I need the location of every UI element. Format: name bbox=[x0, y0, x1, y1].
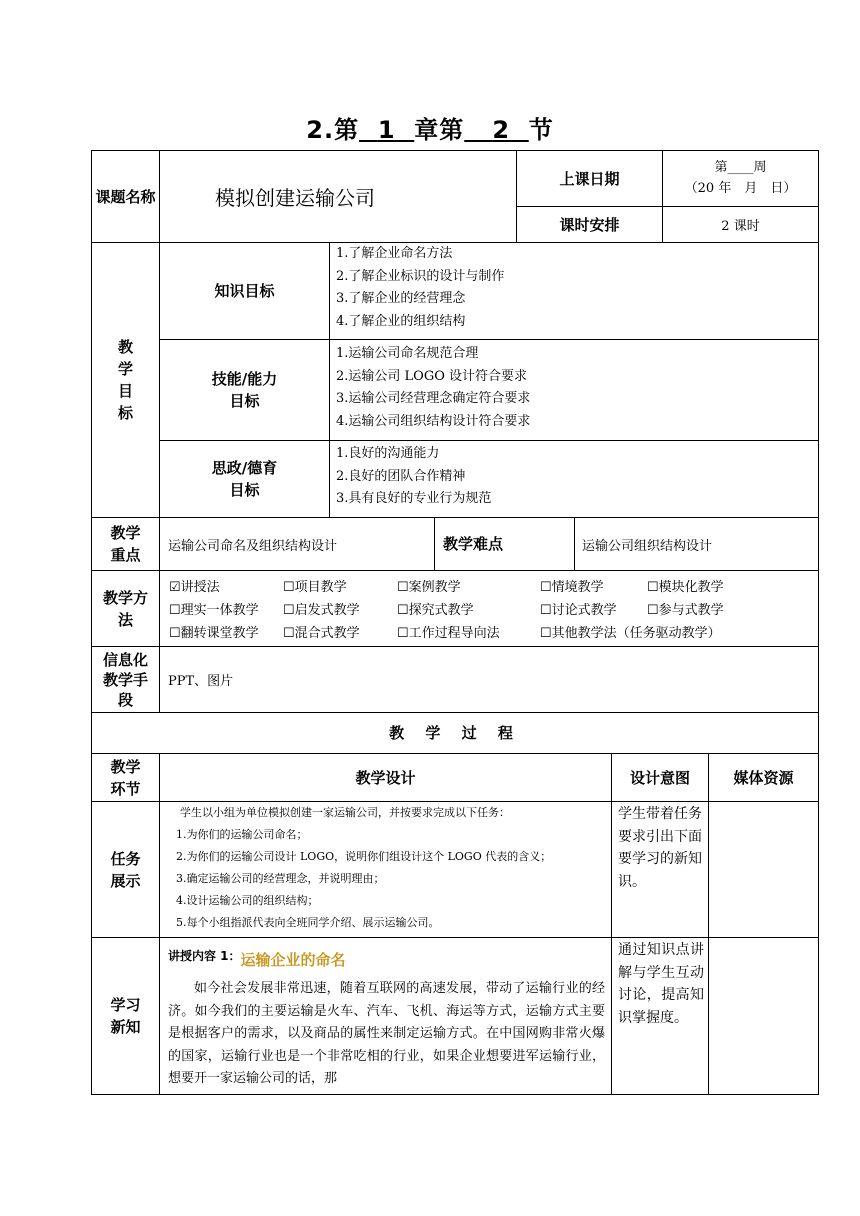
key-point-value: 运输公司命名及组织结构设计 bbox=[168, 538, 338, 554]
col-stage-header: 教学环节 bbox=[110, 757, 141, 798]
learn-intent: 通过知识点讲解与学生互动讨论，提高知识掌握度。 bbox=[618, 942, 704, 1026]
list-item: 3.了解企业的经营理念 bbox=[336, 291, 466, 306]
task-item: 4.设计运输公司的组织结构； bbox=[176, 894, 319, 907]
method-checkbox[interactable]: ☐其他教学法（任务驱动教学） bbox=[540, 626, 721, 641]
title-mid: 章第 bbox=[414, 116, 465, 144]
class-hours-label: 课时安排 bbox=[559, 215, 620, 234]
knowledge-goal-list bbox=[336, 243, 816, 339]
ideology-goal-list bbox=[336, 443, 816, 517]
task-item: 1.为你们的运输公司命名； bbox=[176, 828, 308, 841]
list-item: 4.运输公司组织结构设计符合要求 bbox=[336, 413, 531, 429]
task-design bbox=[176, 802, 609, 937]
method-checkbox[interactable]: ☑讲授法 bbox=[169, 580, 220, 595]
method-checkbox[interactable]: ☐工作过程导向法 bbox=[397, 626, 500, 641]
ideology-goal-label: 思政/德育 目标 bbox=[211, 459, 278, 499]
list-item: 2.良好的团队合作精神 bbox=[336, 468, 466, 484]
method-checkbox[interactable]: ☐项目教学 bbox=[283, 580, 347, 595]
date-line: （20 年 月 日） bbox=[684, 181, 797, 196]
lecture-title: 运输企业的命名 bbox=[240, 950, 346, 969]
method-checkbox[interactable]: ☐翻转课堂教学 bbox=[169, 626, 259, 641]
list-item: 3.运输公司经营理念确定符合要求 bbox=[336, 391, 531, 406]
skill-goal-label: 技能/能力 目标 bbox=[211, 370, 278, 410]
info-means-label: 信息化教学手段 bbox=[102, 650, 148, 709]
page-title bbox=[0, 110, 860, 145]
week-line: 第____周 bbox=[714, 160, 767, 175]
title-prefix: 2.第 bbox=[306, 116, 360, 144]
task-intro: 学生以小组为单位模拟创建一家运输公司，并按要求完成以下任务： bbox=[180, 806, 510, 819]
col-design-header: 教学设计 bbox=[355, 768, 416, 787]
list-item: 2.运输公司 LOGO 设计符合要求 bbox=[336, 368, 528, 384]
class-date-label: 上课日期 bbox=[559, 169, 620, 188]
task-item: 5.每个小组指派代表向全班同学介绍、展示运输公司。 bbox=[176, 916, 440, 929]
info-means-value: PPT、图片 bbox=[168, 674, 234, 689]
col-media-header: 媒体资源 bbox=[733, 768, 794, 787]
process-header: 教 学 过 程 bbox=[389, 724, 521, 742]
lecture-label: 讲授内容 1： bbox=[168, 948, 241, 963]
task-intent: 学生带着任务要求引出下面要学习的新知识。 bbox=[618, 806, 702, 890]
list-item: 1.运输公司命名规范合理 bbox=[336, 346, 479, 361]
method-checkbox[interactable]: ☐模块化教学 bbox=[647, 580, 724, 595]
task-item: 2.为你们的运输公司设计 LOGO，说明你们组设计这个 LOGO 代表的含义； bbox=[176, 850, 552, 863]
lecture-paragraph: 如今社会发展非常迅速，随着互联网的高速发展，带动了运输行业的经济。如今我们的主要运输是火车、汽车、飞机、海运等方式，运输方式主要是根据客户的需求，以及商品的属性来制定运输方式。在中国网购非常火爆的国家，运输行业也是一个非常吃相的行业，如果企业想要进军运输行业，想要开一家运输公司的话，那 bbox=[168, 981, 605, 1086]
knowledge-goal-label: 知识目标 bbox=[214, 282, 275, 300]
goals-label: 教学目标 bbox=[117, 338, 133, 422]
list-item: 4.了解企业的组织结构 bbox=[336, 313, 466, 329]
title-suffix: 节 bbox=[528, 116, 554, 144]
method-checkbox[interactable]: ☐混合式教学 bbox=[283, 626, 360, 641]
difficulty-label: 教学难点 bbox=[443, 535, 504, 553]
task-item: 3.确定运输公司的经营理念，并说明理由； bbox=[176, 872, 385, 885]
list-item: 3.具有良好的专业行为规范 bbox=[336, 491, 492, 506]
method-checkbox[interactable]: ☐启发式教学 bbox=[283, 603, 360, 618]
methods-label: 教学方法 bbox=[102, 588, 148, 629]
topic-value: 模拟创建运输公司 bbox=[215, 186, 375, 210]
col-intent-header: 设计意图 bbox=[629, 768, 690, 787]
method-checkbox[interactable]: ☐讨论式教学 bbox=[540, 603, 617, 618]
key-point-label: 教学重点 bbox=[110, 524, 141, 564]
learn-design bbox=[168, 940, 605, 1094]
section-number: 2 bbox=[492, 116, 511, 144]
class-date-value bbox=[663, 151, 818, 206]
list-item: 1.了解企业命名方法 bbox=[336, 246, 453, 261]
difficulty-value: 运输公司组织结构设计 bbox=[582, 538, 713, 554]
class-hours-value: 2 课时 bbox=[721, 219, 760, 234]
method-checkbox[interactable]: ☐理实一体教学 bbox=[169, 603, 259, 618]
list-item: 2.了解企业标识的设计与制作 bbox=[336, 268, 505, 284]
methods-checklist bbox=[160, 571, 818, 646]
topic-label: 课题名称 bbox=[95, 187, 156, 206]
method-checkbox[interactable]: ☐情境教学 bbox=[540, 580, 604, 595]
method-checkbox[interactable]: ☐参与式教学 bbox=[647, 603, 724, 618]
method-checkbox[interactable]: ☐案例教学 bbox=[397, 580, 461, 595]
list-item: 1.良好的沟通能力 bbox=[336, 446, 440, 461]
task-stage-label: 任务展示 bbox=[110, 849, 141, 890]
learn-stage-label: 学习新知 bbox=[110, 996, 141, 1036]
method-checkbox[interactable]: ☐探究式教学 bbox=[397, 603, 474, 618]
chapter-number: 1 bbox=[377, 116, 396, 144]
skill-goal-list bbox=[336, 343, 816, 440]
